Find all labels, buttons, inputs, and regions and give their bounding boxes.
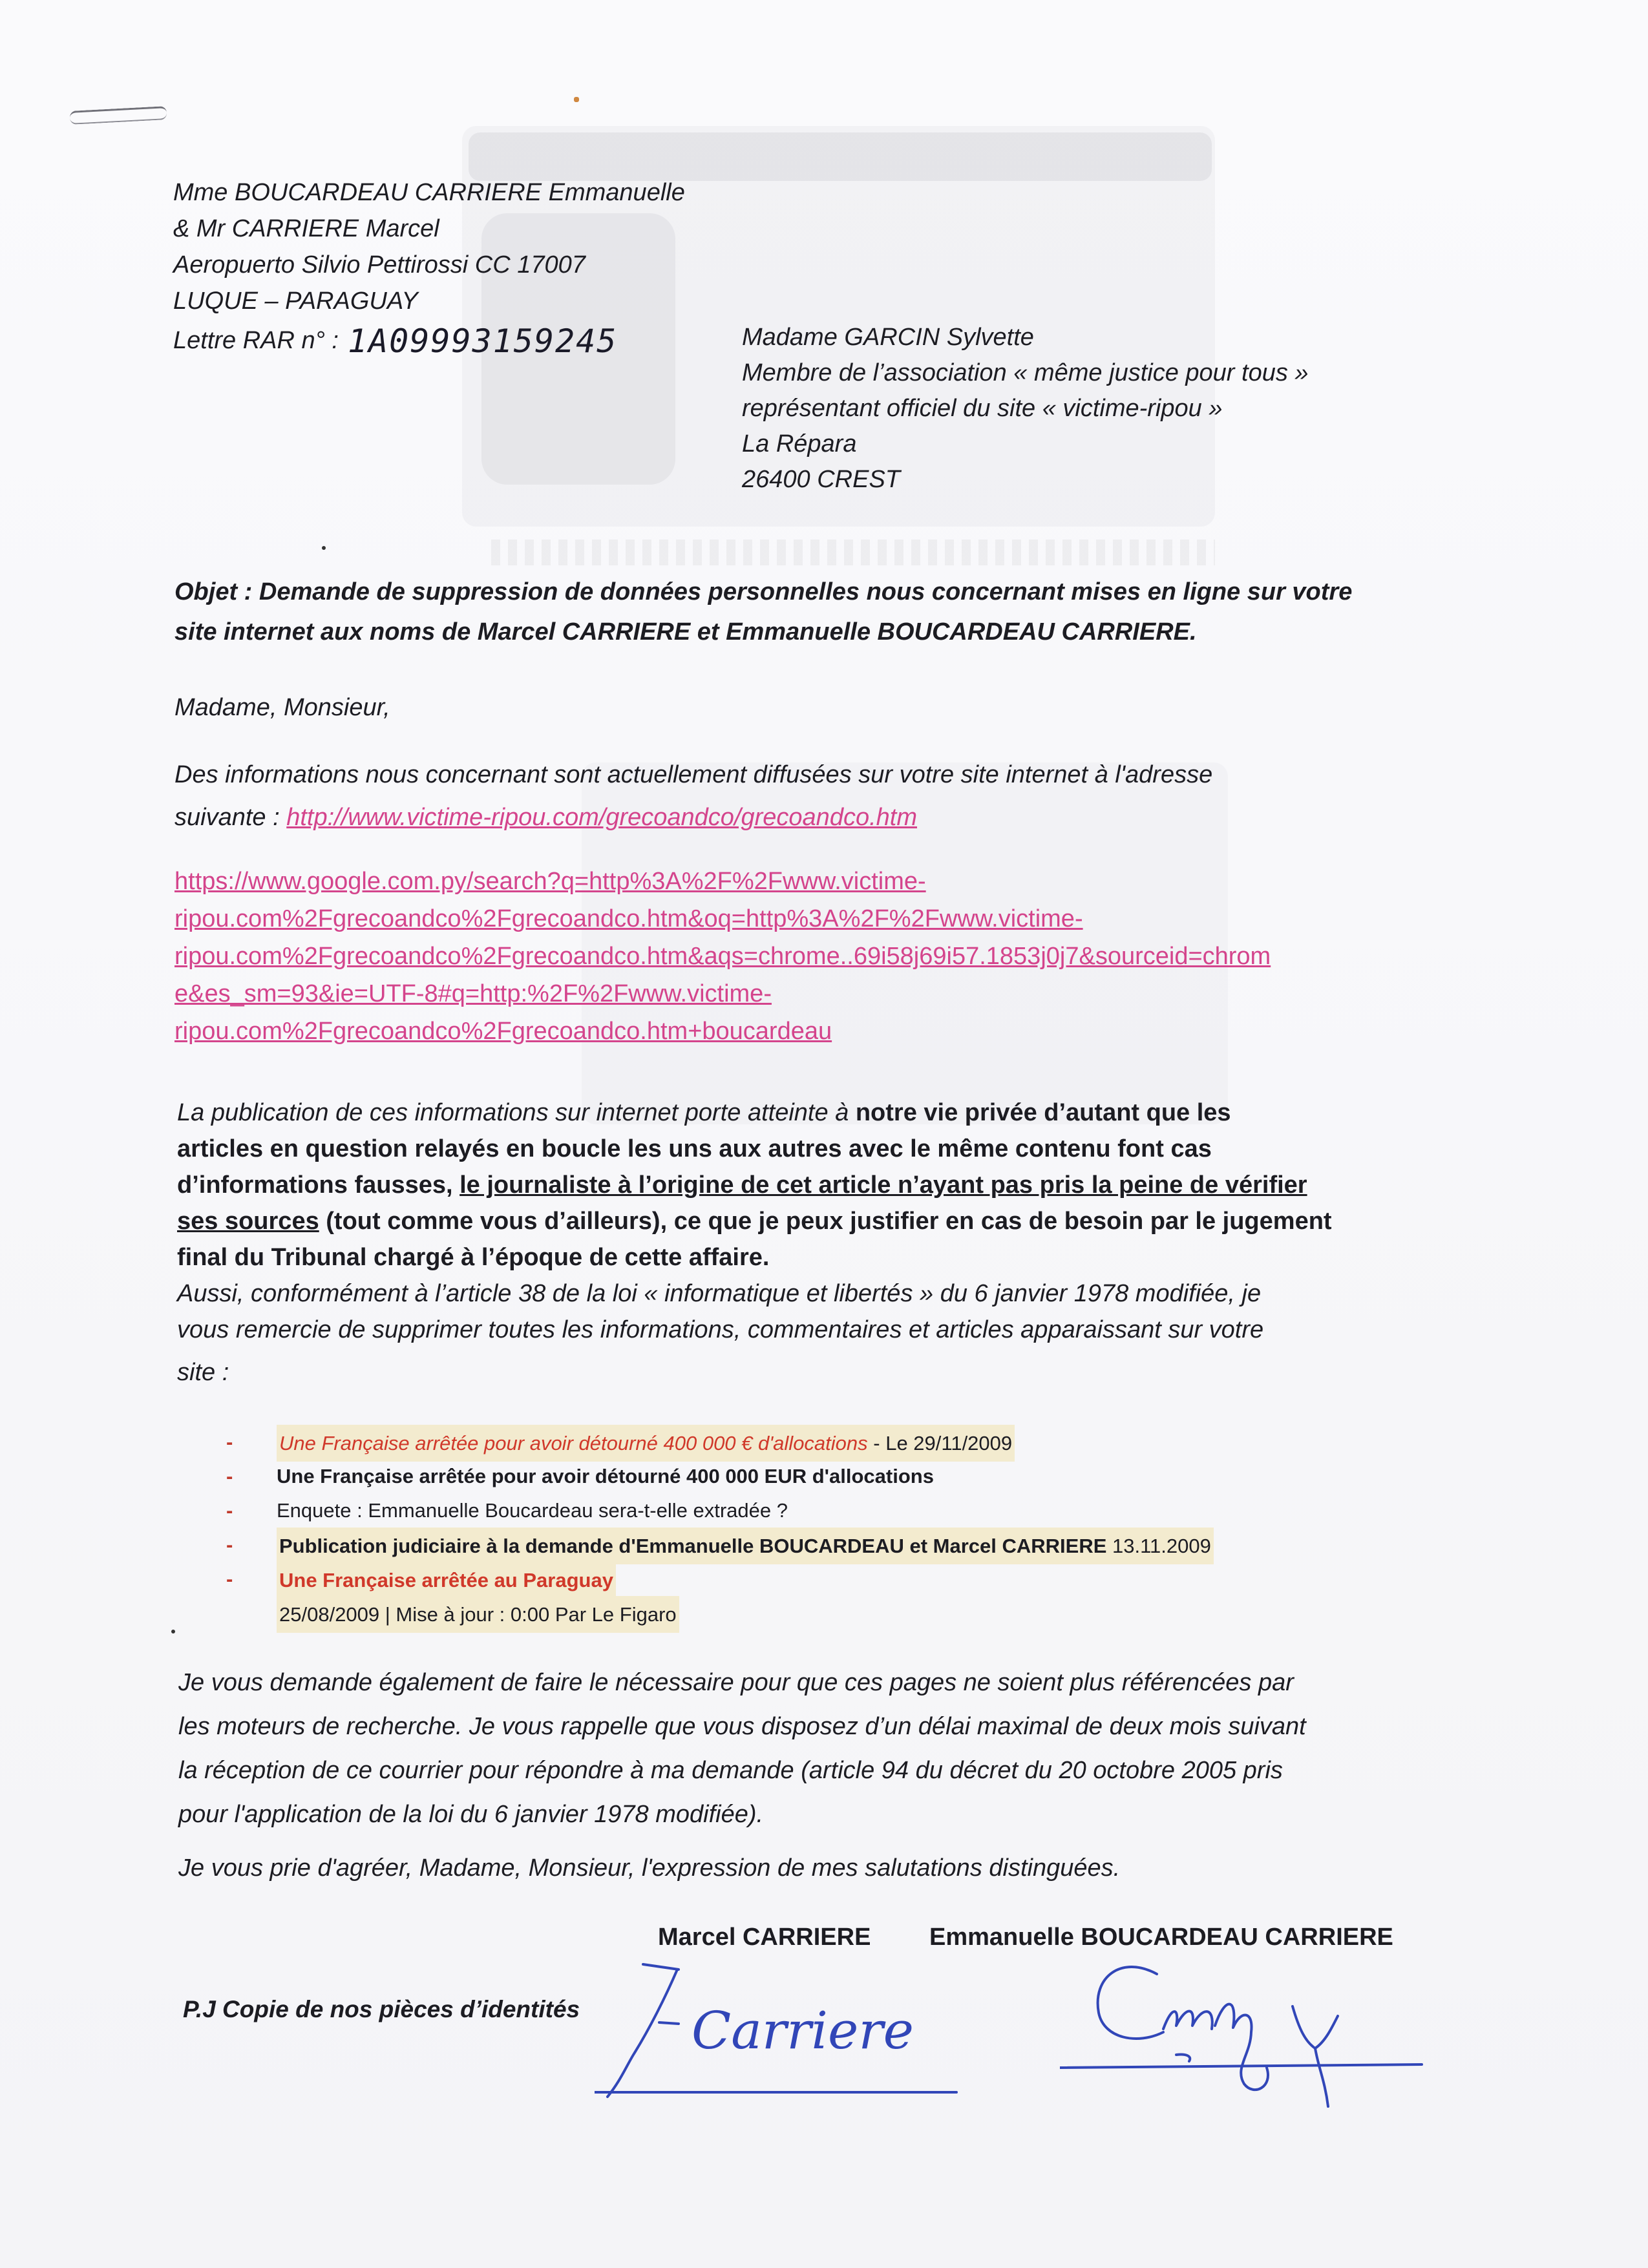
body-text-bold: (tout comme vous d’ailleurs), ce que je peux justifier en cas de besoin par le jugement: [319, 1208, 1332, 1235]
recipient-line: représentant officiel du site « victime-ripou »: [742, 395, 1223, 422]
body-line: [177, 1203, 1332, 1239]
signatory-name-1: Marcel CARRIERE: [658, 1924, 871, 1951]
body-line: articles en question relayés en boucle les uns aux autres avec le même contenu font cas: [177, 1135, 1212, 1162]
bleed-through-card-header: [469, 132, 1212, 181]
rar-label: Lettre RAR n° :: [173, 327, 339, 354]
list-dash: -: [226, 1568, 233, 1590]
google-link-line[interactable]: e&es_sm=93&ie=UTF-8#q=http:%2F%2Fwww.victime-: [174, 980, 772, 1007]
signature-marcel: [595, 1951, 969, 2113]
sender-line: & Mr CARRIERE Marcel: [173, 215, 439, 242]
google-link-line[interactable]: ripou.com%2Fgrecoandco%2Fgrecoandco.htm+boucardeau: [174, 1018, 832, 1045]
body-line: vous remercie de supprimer toutes les informations, commentaires et articles apparaissant sur votre: [177, 1316, 1264, 1343]
closing-line: Je vous demande également de faire le nécessaire pour que ces pages ne soient plus référencées par: [178, 1669, 1294, 1696]
body-line: final du Tribunal chargé à l’époque de cette affaire.: [177, 1244, 770, 1271]
subject-line: Objet : Demande de suppression de données personnelles nous concernant mises en ligne sur votre: [174, 578, 1353, 605]
article-date: 25/08/2009 | Mise à jour : 0:00 Par Le Figaro: [277, 1596, 679, 1633]
body-line: site :: [177, 1359, 229, 1386]
intro-paragraph: [174, 753, 1212, 839]
list-dash: -: [226, 1499, 233, 1522]
closing-line: pour l'application de la loi du 6 janvier 1978 modifiée).: [178, 1801, 764, 1828]
closing-line: la réception de ce courrier pour répondre à ma demande (article 94 du décret du 20 octobre 2005 pris: [178, 1757, 1283, 1784]
sender-line: Aeropuerto Silvio Pettirossi CC 17007: [173, 251, 586, 278]
sender-address: [173, 174, 685, 360]
sender-line: LUQUE – PARAGUAY: [173, 288, 418, 315]
body-text-bold: notre vie privée d’autant que les: [855, 1099, 1231, 1126]
body-line: Aussi, conformément à l’article 38 de la loi « informatique et libertés » du 6 janvier 1978 modifiée, je: [177, 1280, 1262, 1307]
signature-marcel-text: Carriere: [692, 2000, 914, 2061]
body-text-underlined: le journaliste à l’origine de cet article n’ayant pas pris la peine de vérifier: [460, 1171, 1307, 1199]
formal-closing: Je vous prie d'agréer, Madame, Monsieur, l'expression de mes salutations distinguées.: [178, 1854, 1121, 1882]
intro-line: [174, 796, 1212, 839]
closing-paragraph: [178, 1661, 1306, 1836]
rar-number-handwritten: 1A09993159245: [347, 322, 618, 360]
article-item: [277, 1425, 1015, 1462]
list-dash: -: [226, 1533, 233, 1556]
bleed-through-mrz: [491, 540, 1215, 565]
recipient-line: Madame GARCIN Sylvette: [742, 324, 1034, 351]
recipient-line: Membre de l’association « même justice pour tous »: [742, 359, 1309, 386]
recipient-line: 26400 CREST: [742, 466, 901, 493]
paper-speck: [322, 546, 326, 550]
google-link-line[interactable]: ripou.com%2Fgrecoandco%2Fgrecoandco.htm&oq=http%3A%2F%2Fwww.victime-: [174, 905, 1083, 932]
signature-emmanuelle: [1060, 1951, 1435, 2113]
article-date: - Le 29/11/2009: [867, 1432, 1013, 1454]
google-link-line[interactable]: https://www.google.com.py/search?q=http%3A%2F%2Fwww.victime-: [174, 868, 926, 895]
body-text-underlined: ses sources: [177, 1208, 319, 1235]
subject-line: site internet aux noms de Marcel CARRIERE et Emmanuelle BOUCARDEAU CARRIERE.: [174, 618, 1197, 646]
intro-line: Des informations nous concernant sont actuellement diffusées sur votre site internet à l'adresse: [174, 761, 1213, 788]
rar-line: [173, 319, 685, 360]
article-title: Une Française arrêtée pour avoir détourné 400 000 € d'allocations: [279, 1432, 868, 1454]
article-title: Enquete : Emmanuelle Boucardeau sera-t-elle extradée ?: [277, 1499, 788, 1522]
list-dash: -: [226, 1431, 233, 1453]
google-search-link[interactable]: [174, 863, 1271, 1050]
staple-mark: [70, 106, 167, 125]
paper-speck: [171, 1630, 175, 1633]
body-text: La publication de ces informations sur internet porte atteinte à: [177, 1099, 856, 1126]
closing-line: les moteurs de recherche. Je vous rappelle que vous disposez d’un délai maximal de deux mois suivant: [178, 1713, 1306, 1740]
google-link-line[interactable]: ripou.com%2Fgrecoandco%2Fgrecoandco.htm&aqs=chrome..69i58j69i57.1853j0j7&sourceid=chrom: [174, 943, 1271, 970]
subject-heading: [174, 572, 1352, 652]
body-line: [177, 1167, 1332, 1203]
signatory-name-2: Emmanuelle BOUCARDEAU CARRIERE: [929, 1924, 1393, 1951]
article-title: Publication judiciaire à la demande d'Emmanuelle BOUCARDEAU et Marcel CARRIERE: [279, 1535, 1107, 1557]
body-line: [177, 1095, 1332, 1131]
article-item: [277, 1528, 1214, 1564]
paper-speck: [574, 97, 579, 102]
body-paragraph: [177, 1095, 1332, 1391]
article-title: Une Française arrêtée pour avoir détourné 400 000 EUR d'allocations: [277, 1465, 934, 1487]
body-text-bold: d’informations fausses,: [177, 1171, 460, 1199]
list-dash: -: [226, 1465, 233, 1487]
sender-line: Mme BOUCARDEAU CARRIERE Emmanuelle: [173, 179, 685, 206]
attachments-note: P.J Copie de nos pièces d’identités: [183, 1996, 580, 2022]
recipient-address: [742, 319, 1309, 497]
victime-ripou-link[interactable]: http://www.victime-ripou.com/grecoandco/grecoandco.htm: [286, 804, 917, 831]
recipient-line: La Répara: [742, 430, 857, 457]
article-title: Une Française arrêtée au Paraguay: [277, 1562, 616, 1599]
article-date: 13.11.2009: [1106, 1535, 1211, 1557]
intro-prefix: suivante :: [174, 804, 287, 831]
salutation: Madame, Monsieur,: [174, 694, 390, 721]
